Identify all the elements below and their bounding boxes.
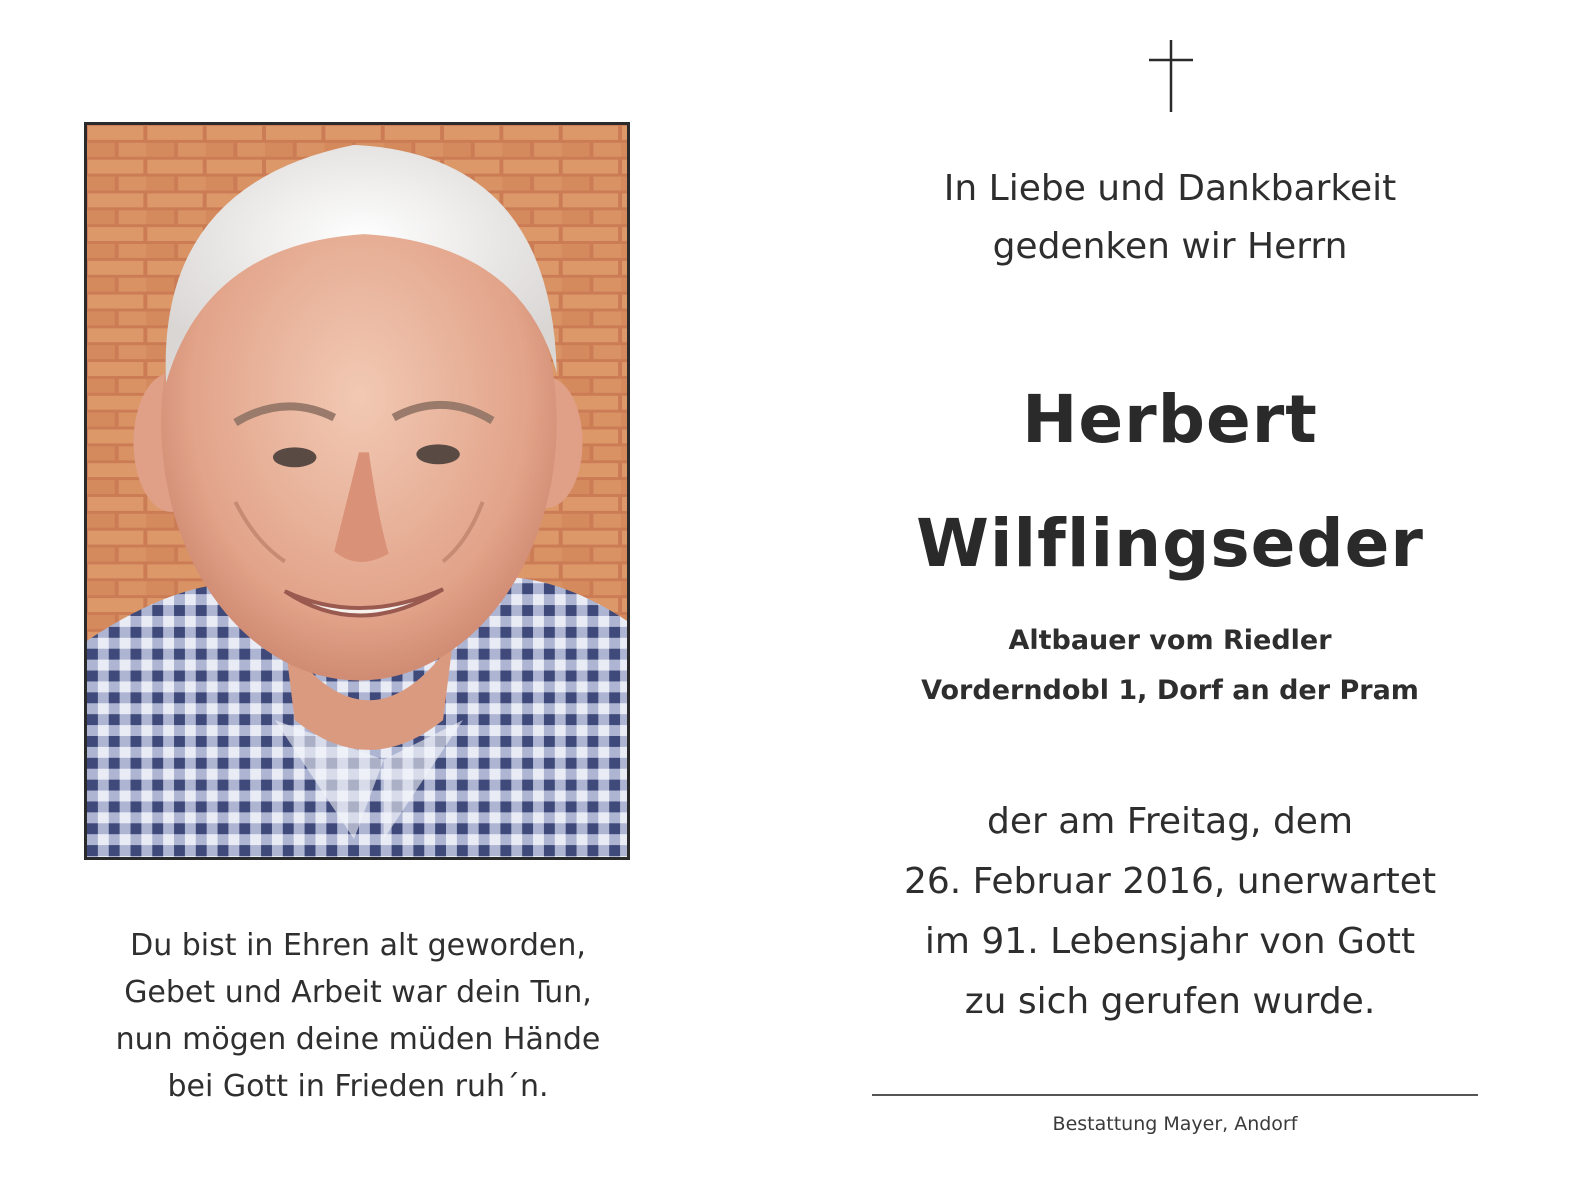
poem-line-2: Gebet und Arbeit war dein Tun, bbox=[124, 975, 592, 1010]
occupation: Altbauer vom Riedler bbox=[1008, 625, 1332, 656]
portrait-image bbox=[87, 125, 627, 857]
passing-line-4: zu sich gerufen wurde. bbox=[964, 981, 1376, 1022]
address: Vorderndobl 1, Dorf an der Pram bbox=[921, 675, 1419, 706]
poem-line-3: nun mögen deine müden Hände bbox=[115, 1022, 601, 1057]
footer-divider bbox=[872, 1094, 1478, 1096]
passing-line-3: im 91. Lebensjahr von Gott bbox=[924, 921, 1416, 962]
intro-line-1: In Liebe und Dankbarkeit bbox=[943, 168, 1397, 209]
memorial-poem bbox=[70, 922, 646, 1110]
first-name: Herbert bbox=[1022, 381, 1318, 458]
deceased-name bbox=[860, 358, 1480, 606]
intro-line-2: gedenken wir Herrn bbox=[992, 226, 1348, 267]
poem-line-1: Du bist in Ehren alt geworden, bbox=[130, 928, 586, 963]
poem-line-4: bei Gott in Frieden ruh´n. bbox=[167, 1069, 549, 1104]
passing-line-2: 26. Februar 2016, unerwartet bbox=[903, 861, 1437, 902]
portrait-photo bbox=[84, 122, 630, 860]
intro-text bbox=[880, 160, 1460, 276]
last-name: Wilflingseder bbox=[916, 505, 1424, 582]
passing-line-1: der am Freitag, dem bbox=[986, 801, 1354, 842]
funeral-home: Bestattung Mayer, Andorf bbox=[1052, 1113, 1298, 1135]
passing-text bbox=[860, 792, 1480, 1032]
latin-cross-icon bbox=[1147, 40, 1195, 112]
deceased-details bbox=[880, 616, 1460, 716]
